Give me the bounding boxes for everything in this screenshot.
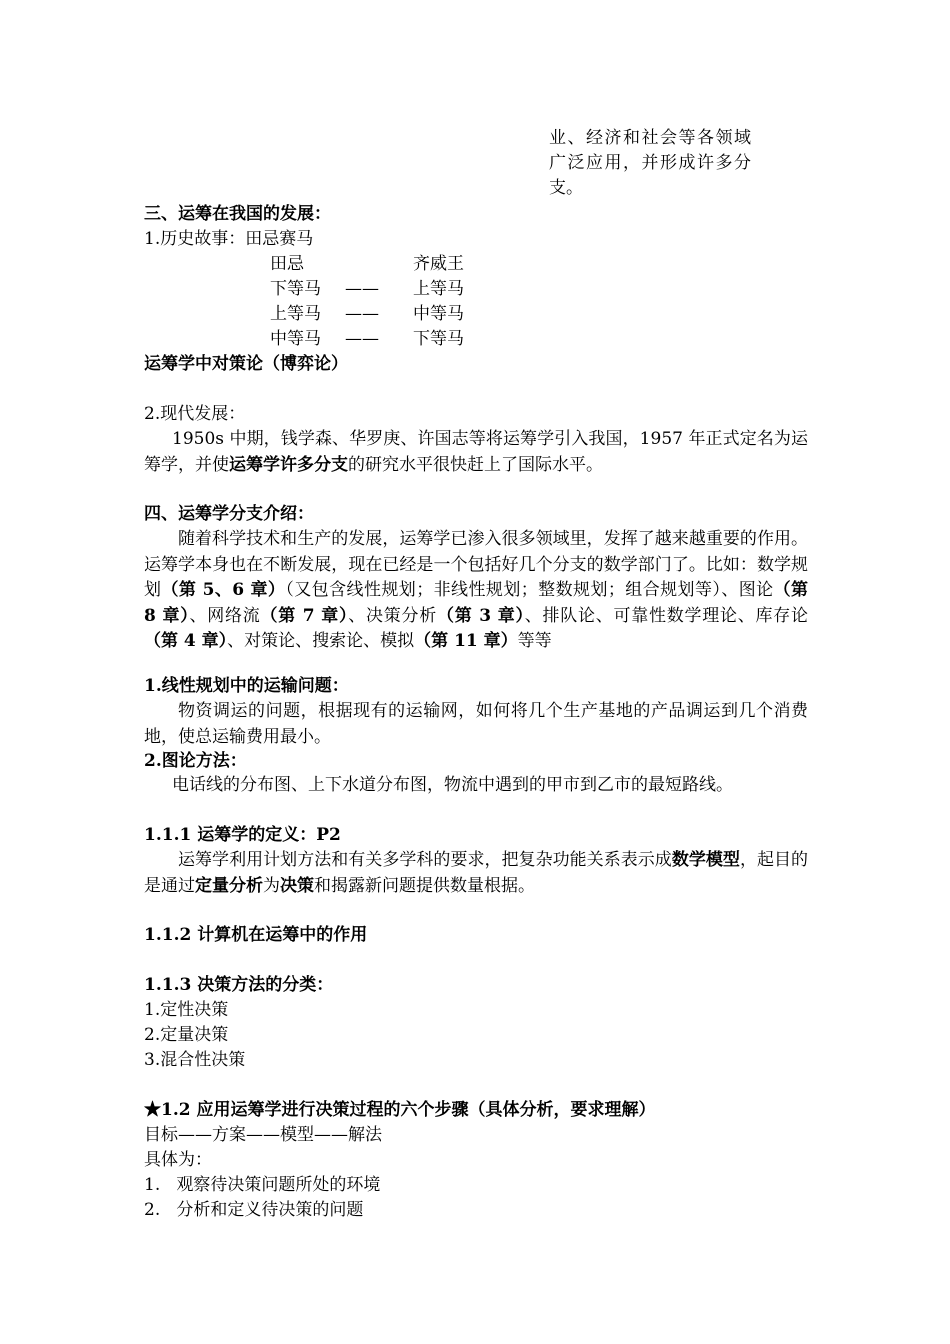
section3-heading: 三、运筹在我国的发展： [144, 204, 331, 224]
match-dash: —— [345, 304, 379, 324]
match-right: 下等马 [413, 329, 464, 349]
game-theory-note: 运筹学中对策论（博弈论） [144, 354, 348, 374]
s12-detail-label: 具体为： [144, 1150, 212, 1170]
match-dash: —— [345, 329, 379, 349]
match-col1-header: 田忌 [270, 254, 304, 274]
fragment-line: 广泛应用，并形成许多分 [549, 153, 753, 173]
fragment-line: 支。 [549, 178, 583, 198]
fragment-line: 业、经济和社会等各领域 [549, 128, 753, 148]
s12-flow: 目标——方案——模型——解法 [144, 1125, 382, 1145]
decision-type-item: 2.定量决策 [144, 1025, 229, 1045]
s111-heading: 1.1.1 运筹学的定义：P2 [144, 825, 341, 845]
lp-paragraph: 物资调运的问题，根据现有的运输网，如何将几个生产基地的产品调运到几个消费地，使总运输费用最小。 [144, 701, 808, 747]
decision-type-item: 3.混合性决策 [144, 1050, 246, 1070]
s113-heading: 1.1.3 决策方法的分类： [144, 975, 334, 995]
s112-heading: 1.1.2 计算机在运筹中的作用 [144, 925, 368, 945]
modern-development-label: 2.现代发展： [144, 404, 246, 424]
s12-heading: ★1.2 应用运筹学进行决策过程的六个步骤（具体分析，要求理解） [144, 1100, 656, 1120]
modern-development-paragraph: 1950s 中期，钱学森、华罗庚、许国志等将运筹学引入我国，1957 年正式定名为运筹学，并使运筹学许多分支的研究水平很快赶上了国际水平。 [144, 429, 808, 475]
match-right: 上等马 [413, 279, 464, 299]
match-left: 上等马 [270, 304, 321, 324]
lp-heading: 1.线性规划中的运输问题： [144, 676, 349, 696]
match-left: 中等马 [270, 329, 321, 349]
s12-step: 2. 分析和定义待决策的问题 [144, 1200, 364, 1220]
branches-paragraph: 随着科学技术和生产的发展，运筹学已渗入很多领域里，发挥了越来越重要的作用。运筹学本身也在不断发展，现在已经是一个包括好几个分支的数学部门了。比如：数学规划（第 5、6 章）（又包含线性规划；非线性规划；整数规划；组合规划等）、图论（第 8 章）、网络流（第 7 章）、决策分析（第 3 章）、排队论、可靠性数学理论、库存论（第 4 章）、对策论、搜索论、模拟（第 11 章）等等 [144, 529, 809, 651]
s111-paragraph: 运筹学利用计划方法和有关多学科的要求，把复杂功能关系表示成数学模型，起目的是通过定量分析为决策和揭露新问题提供数量根据。 [144, 850, 809, 896]
graph-heading: 2.图论方法： [144, 751, 247, 771]
section4-heading: 四、运筹学分支介绍： [144, 504, 314, 524]
match-left: 下等马 [270, 279, 321, 299]
s12-step: 1. 观察待决策问题所处的环境 [144, 1175, 381, 1195]
match-dash: —— [345, 279, 379, 299]
graph-paragraph: 电话线的分布图、上下水道分布图，物流中遇到的甲市到乙市的最短路线。 [172, 775, 733, 795]
decision-type-item: 1.定性决策 [144, 1000, 229, 1020]
history-story: 1.历史故事：田忌赛马 [144, 229, 314, 249]
match-col2-header: 齐威王 [413, 254, 464, 274]
match-right: 中等马 [413, 304, 464, 324]
